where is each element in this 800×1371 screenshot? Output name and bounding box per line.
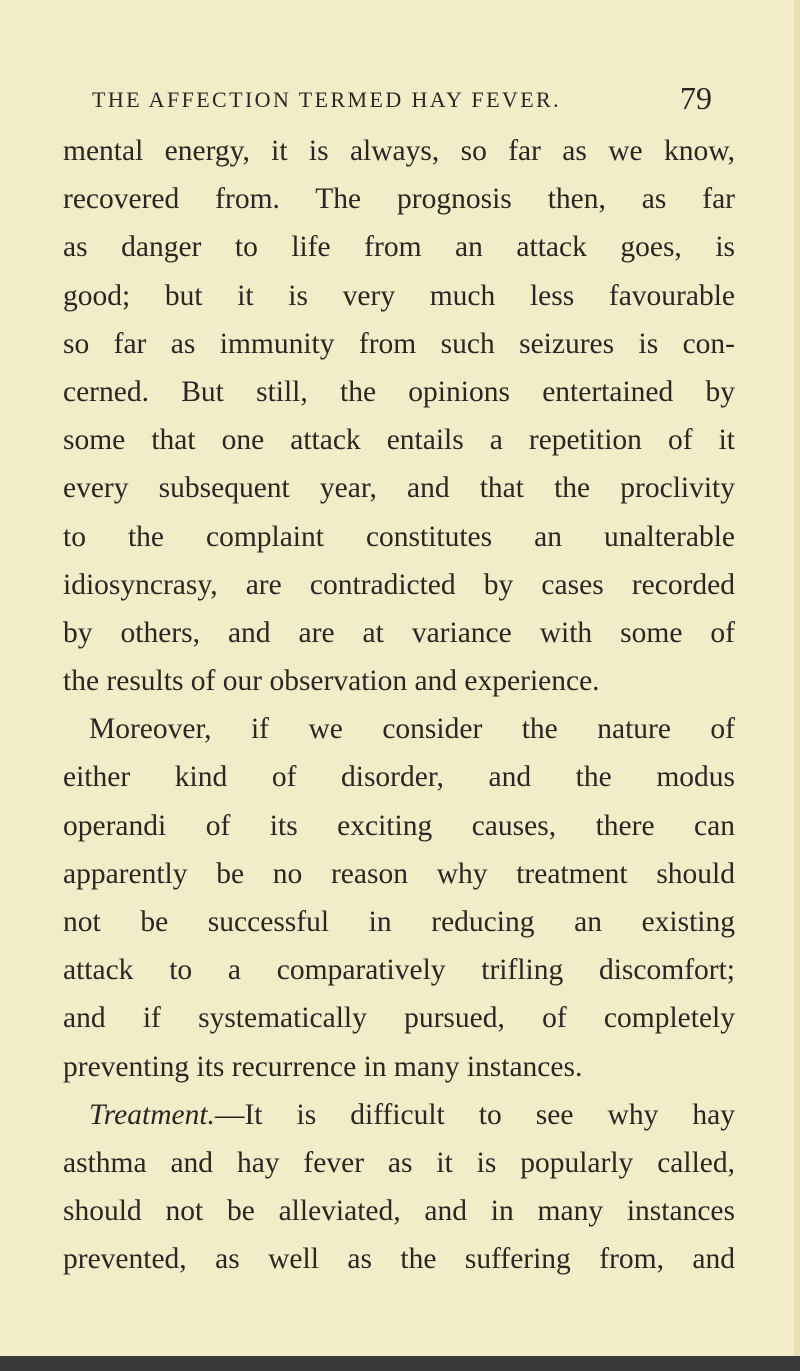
text-line: and if systematically pursued, of completely — [63, 1002, 735, 1035]
text-line: recovered from. The prognosis then, as far — [63, 183, 735, 216]
text-line: prevented, as well as the suffering from, and — [63, 1243, 735, 1276]
text-line-continuation: —It is difficult to see why hay — [214, 1098, 735, 1131]
body-text — [63, 127, 735, 1284]
text-line: apparently be no reason why treatment should — [63, 857, 735, 890]
text-line: by others, and are at variance with some of — [63, 616, 735, 649]
page-edge — [794, 0, 800, 1371]
text-line — [63, 1091, 735, 1139]
text-line: Moreover, if we consider the nature of — [89, 713, 735, 746]
page-header — [92, 80, 712, 120]
text-line: attack to a comparatively trifling discomfort; — [63, 954, 735, 987]
text-line: preventing its recurrence in many instances. — [63, 1050, 583, 1083]
section-heading-treatment: Treatment. — [89, 1098, 215, 1131]
text-line: every subsequent year, and that the proclivity — [63, 472, 735, 505]
text-line: the results of our observation and experience. — [63, 665, 600, 698]
text-line: operandi of its exciting causes, there can — [63, 809, 735, 842]
text-line: so far as immunity from such seizures is con- — [63, 327, 735, 360]
text-line: as danger to life from an attack goes, is — [63, 231, 735, 264]
running-title: THE AFFECTION TERMED HAY FEVER. — [92, 87, 562, 112]
text-line: good; but it is very much less favourable — [63, 279, 735, 312]
text-line: to the complaint constitutes an unalterable — [63, 520, 735, 553]
text-line: asthma and hay fever as it is popularly called, — [63, 1146, 735, 1179]
page-number: 79 — [680, 80, 712, 116]
text-line: cerned. But still, the opinions entertained by — [63, 375, 735, 408]
text-line: should not be alleviated, and in many instances — [63, 1195, 735, 1228]
bottom-edge-band — [0, 1356, 800, 1371]
text-line: mental energy, it is always, so far as we know, — [63, 135, 735, 167]
text-line: not be successful in reducing an existing — [63, 906, 735, 938]
text-line: either kind of disorder, and the modus — [63, 761, 735, 794]
text-line: some that one attack entails a repetition of it — [63, 424, 735, 457]
text-line: idiosyncrasy, are contradicted by cases recorded — [63, 568, 735, 601]
